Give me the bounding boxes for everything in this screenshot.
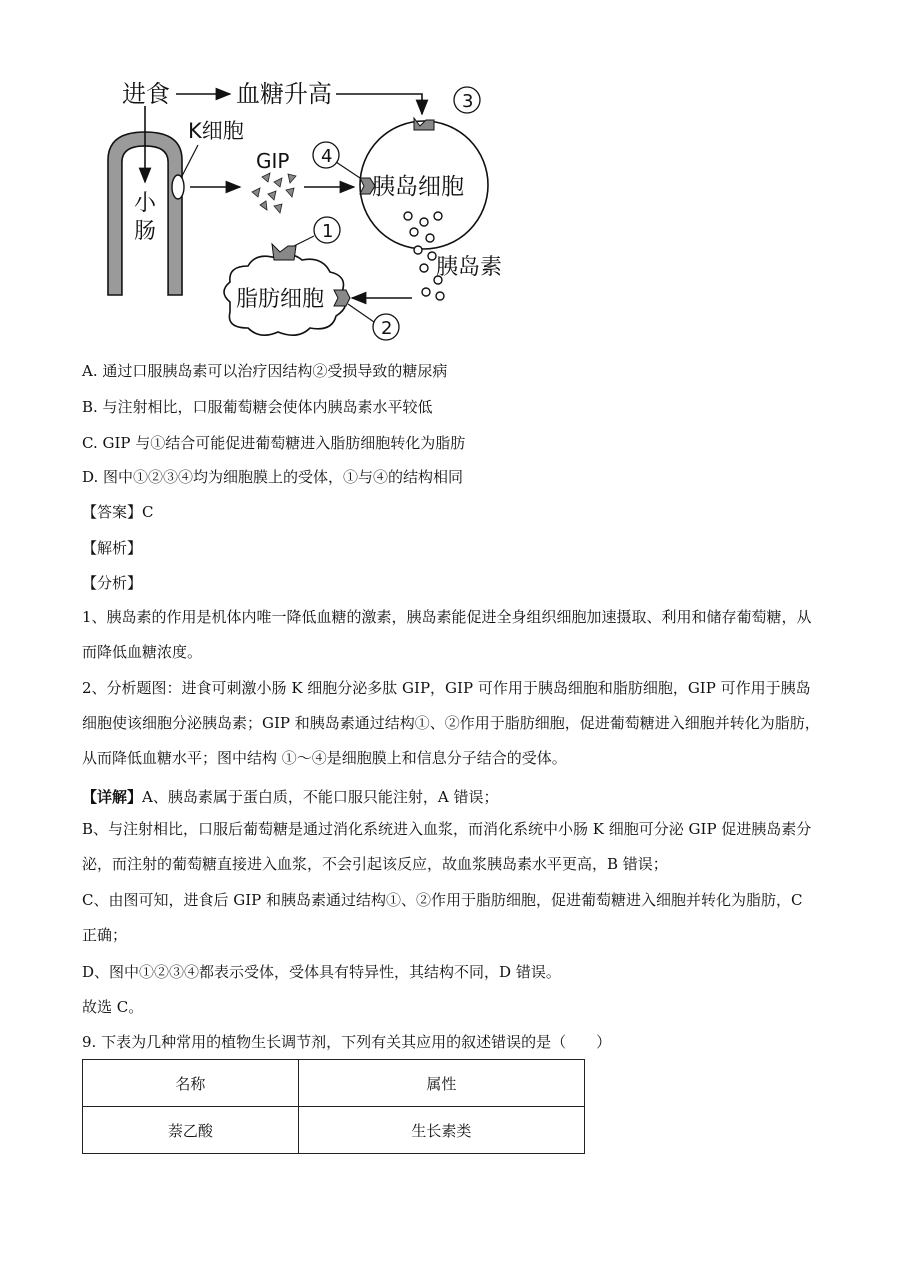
gip-molecules xyxy=(252,173,296,213)
receptor-4-number: 4 xyxy=(321,146,333,167)
bloodsugar-to-islet-arrow xyxy=(336,94,422,114)
receptor-3-number: 3 xyxy=(462,91,474,112)
question-9: 9. 下表为几种常用的植物生长调节剂，下列有关其应用的叙述错误的是（ ） xyxy=(82,1033,612,1051)
receptor-1 xyxy=(272,244,296,260)
eat-label: 进食 xyxy=(122,80,170,108)
answer: 【答案】C xyxy=(82,503,154,521)
islet-cell-label: 胰岛细胞 xyxy=(372,174,464,200)
fat-cell-label: 脂肪细胞 xyxy=(236,287,325,312)
detail-heading: 【详解】 xyxy=(82,788,143,806)
fenxi-heading: 【分析】 xyxy=(82,574,143,592)
k-cell-label: K细胞 xyxy=(188,119,244,143)
option-a: A. 通过口服胰岛素可以治疗因结构②受损导致的糖尿病 xyxy=(82,362,448,380)
blood-sugar-label: 血糖升高 xyxy=(236,80,332,108)
receptor-3 xyxy=(414,118,434,130)
small-intestine-label-1: 小 xyxy=(134,191,157,216)
detail-d: D、图中①②③④都表示受体，受体具有特异性，其结构不同，D 错误。 xyxy=(82,963,561,981)
table-header-property: 属性 xyxy=(298,1060,584,1107)
detail-c: C、由图可知，进食后 GIP 和胰岛素通过结构①、②作用于脂肪细胞，促进葡萄糖进入细胞并转化为脂肪，C 正确； xyxy=(82,891,803,944)
k-cell xyxy=(172,175,184,199)
insulin-label: 胰岛素 xyxy=(436,255,503,280)
small-intestine-label-2: 肠 xyxy=(134,219,157,244)
detail-a xyxy=(82,787,498,807)
table-header-row xyxy=(83,1060,585,1107)
table-header-name: 名称 xyxy=(83,1060,299,1107)
regulator-table xyxy=(82,1059,585,1154)
conclusion: 故选 C。 xyxy=(82,998,144,1016)
table-cell: 萘乙酸 xyxy=(83,1107,299,1154)
analysis-point-1: 1、胰岛素的作用是机体内唯一降低血糖的激素，胰岛素能促进全身组织细胞加速摄取、利用和储存葡萄糖，从而降低血糖浓度。 xyxy=(82,608,812,661)
detail-b: B、与注射相比，口服后葡萄糖是通过消化系统进入血浆，而消化系统中小肠 K 细胞可分泌 GIP 促进胰岛素分泌，而注射的葡萄糖直接进入血浆，不会引起该反应，故血浆胰岛素水平更高，B 错误； xyxy=(82,820,812,873)
insulin-gip-diagram xyxy=(90,70,530,350)
table-row xyxy=(83,1107,585,1154)
table-cell: 生长素类 xyxy=(298,1107,584,1154)
option-b: B. 与注射相比，口服葡萄糖会使体内胰岛素水平较低 xyxy=(82,398,433,416)
receptor-2-number: 2 xyxy=(381,318,393,339)
receptor-1-number: 1 xyxy=(322,221,334,242)
detail-a-text: A、胰岛素属于蛋白质，不能口服只能注射，A 错误； xyxy=(142,788,499,806)
option-c: C. GIP 与①结合可能促进葡萄糖进入脂肪细胞转化为脂肪 xyxy=(82,434,466,452)
option-d: D. 图中①②③④均为细胞膜上的受体，①与④的结构相同 xyxy=(82,468,464,486)
analysis-heading: 【解析】 xyxy=(82,539,143,557)
gip-label: GIP xyxy=(256,149,290,173)
analysis-point-2: 2、分析题图：进食可刺激小肠 K 细胞分泌多肽 GIP，GIP 可作用于胰岛细胞和脂肪细胞，GIP 可作用于胰岛细胞使该细胞分泌胰岛素；GIP 和胰岛素通过结构①、②作用于脂肪细胞，促进葡萄糖进入细胞并转化为脂肪，从而降低血糖水平；图中结构 ①～④是细胞膜上和信息分子结合的受体。 xyxy=(82,679,820,767)
